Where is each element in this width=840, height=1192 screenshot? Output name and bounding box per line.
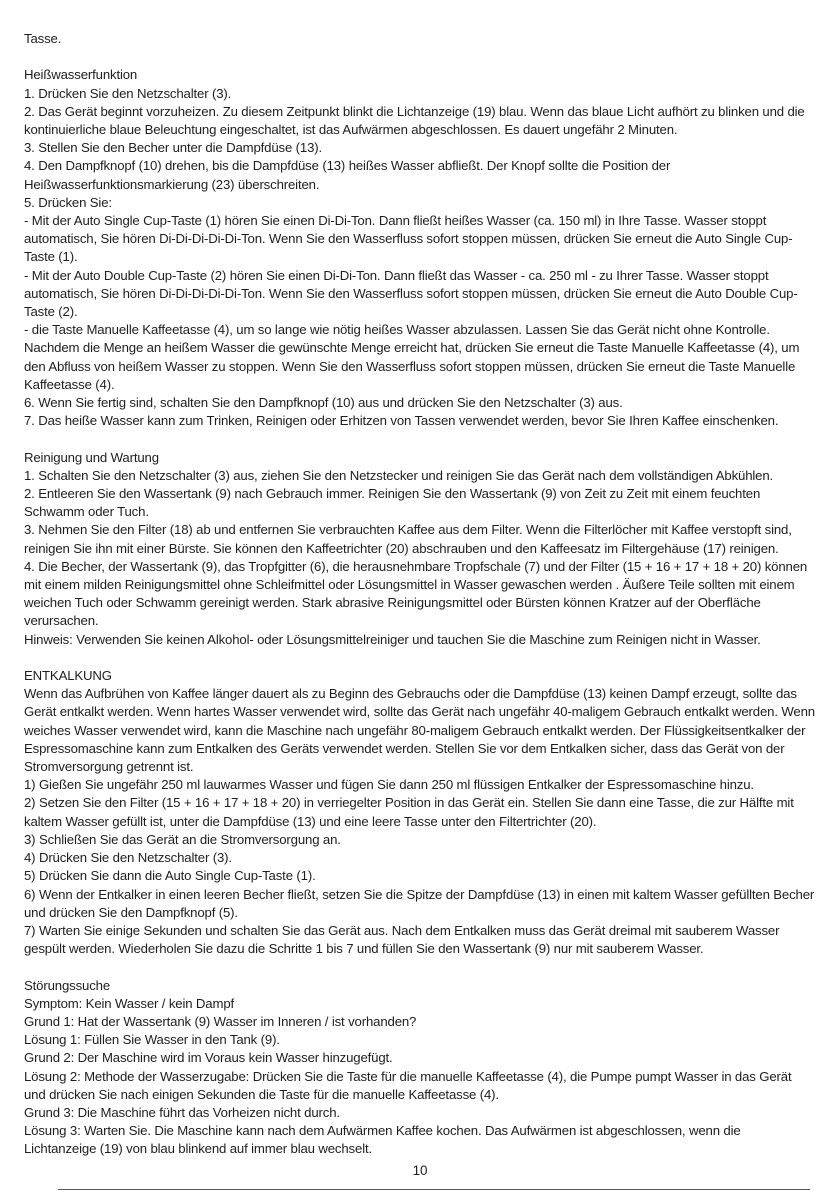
text-line: Grund 2: Der Maschine wird im Voraus kein Wasser hinzugefügt. xyxy=(24,1050,393,1066)
text-line: Reinigung und Wartung xyxy=(24,449,159,465)
text-line: Symptom: Kein Wasser / kein Dampf xyxy=(24,995,235,1011)
text-line: 5. Drücken Sie: xyxy=(24,194,112,210)
text-line: 3) Schließen Sie das Gerät an die Stromversorgung an. xyxy=(24,831,341,847)
text-line: 3. Nehmen Sie den Filter (18) ab und entfernen Sie verbrauchten Kaffee aus dem Filter. Wenn die Filterlöcher mit Kaffee verstopft sind, reinigen Sie ihn mit einer Bürste. Sie können den Kaffeetrichter (20) abschrauben und den Kaffeesatz im Filtergehäuse (17) reinigen. xyxy=(24,522,792,556)
text-line: 2. Das Gerät beginnt vorzuheizen. Zu diesem Zeitpunkt blinkt die Lichtanzeige (19) blau. Wenn das blaue Licht aufhört zu blinken und die kontinuierliche blaue Beleuchtung eingeschaltet, ist das Aufwärmen abgeschlossen. Es dauert ungefähr 2 Minuten. xyxy=(24,103,805,137)
text-line: 2) Setzen Sie den Filter (15 + 16 + 17 + 18 + 20) in verriegelter Position in das Gerät ein. Stellen Sie dann eine Tasse, die zur Hälfte mit kaltem Wasser gefüllt ist, unter die Dampfdüse (13) und eine leere Tasse unter den Filtertrichter (20). xyxy=(24,795,794,829)
text-line: 4) Drücken Sie den Netzschalter (3). xyxy=(24,850,232,866)
text-line: 4. Den Dampfknopf (10) drehen, bis die Dampfdüse (13) heißes Wasser abfließt. Der Knopf sollte die Position der Heißwasserfunktionsmarkierung (23) überschreiten. xyxy=(24,158,671,192)
footer-rule xyxy=(58,1189,810,1190)
text-line: 3. Stellen Sie den Becher unter die Dampfdüse (13). xyxy=(24,140,323,156)
text-line: 4. Die Becher, der Wassertank (9), das Tropfgitter (6), die herausnehmbare Tropfschale (7) und der Filter (15 + 16 + 17 + 18 + 20) können mit einem milden Reinigungsmittel ohne Schleifmittel oder Lösungsmittel in Wasser gewaschen werden . Äußere Teile sollten mit einem weichen Tuch oder Schwamm gereinigt werden. Stark abrasive Reinigungsmittel oder Bürsten können Kratzer auf der Oberfläche verursachen. xyxy=(24,558,808,629)
text-line: 6. Wenn Sie fertig sind, schalten Sie den Dampfknopf (10) aus und drücken Sie den Netzschalter (3) aus. xyxy=(24,395,623,411)
text-line: Wenn das Aufbrühen von Kaffee länger dauert als zu Beginn des Gebrauchs oder die Dampfdüse (13) keinen Dampf erzeugt, sollte das Gerät entkalkt werden. Wenn hartes Wasser verwendet wird, sollte das Gerät nach ungefähr 40-maligem Gebrauch entkalkt werden. Wenn weiches Wasser verwendet wird, kann die Maschine nach ungefähr 80-maligem Gebrauch entkalkt werden. Der Flüssigkeitsentkalker der Espressomaschine kann zum Entkalken des Geräts verwendet werden. Stellen Sie vor dem Entkalken sicher, dass das Gerät von der Stromversorgung getrennt ist. xyxy=(24,686,815,775)
text-line: Tasse. xyxy=(24,31,62,46)
text-line: Grund 1: Hat der Wassertank (9) Wasser im Inneren / ist vorhanden? xyxy=(24,1013,417,1029)
paragraph-spacer xyxy=(24,430,816,448)
text-line: - Mit der Auto Double Cup-Taste (2) hören Sie einen Di-Di-Ton. Dann fließt das Wasser - ca. 250 ml - zu Ihrer Tasse. Wasser stoppt automatisch, Sie hören Di-Di-Di-Di-Di-Ton. Wenn Sie den Wasserfluss sofort stoppen müssen, drücken Sie erneut die Auto Double Cup-Taste (2). xyxy=(24,267,798,320)
text-line: Lösung 1: Füllen Sie Wasser in den Tank (9). xyxy=(24,1032,280,1048)
page-number: 10 xyxy=(412,1163,428,1178)
page-text-body xyxy=(24,30,816,1159)
text-line: Heißwasserfunktion xyxy=(24,67,138,83)
paragraph-spacer xyxy=(24,649,816,667)
text-line: 2. Entleeren Sie den Wassertank (9) nach Gebrauch immer. Reinigen Sie den Wassertank (9) von Zeit zu Zeit mit einem feuchten Schwamm oder Tuch. xyxy=(24,486,761,520)
text-line: 1. Schalten Sie den Netzschalter (3) aus, ziehen Sie den Netzstecker und reinigen Sie das Gerät nach dem vollständigen Abkühlen. xyxy=(24,467,774,483)
text-line: Hinweis: Verwenden Sie keinen Alkohol- oder Lösungsmittelreiniger und tauchen Sie die Maschine zum Reinigen nicht in Wasser. xyxy=(24,631,761,647)
paragraph-spacer xyxy=(24,958,816,976)
text-line: Grund 3: Die Maschine führt das Vorheizen nicht durch. xyxy=(24,1104,340,1120)
text-line: - die Taste Manuelle Kaffeetasse (4), um so lange wie nötig heißes Wasser abzulassen. Lassen Sie das Gerät nicht ohne Kontrolle. Nachdem die Menge an heißem Wasser die gewünschte Menge erreicht hat, drücken Sie erneut die Taste Manuelle Kaffeetasse (4), um den Abfluss von heißem Wasser zu stoppen. Wenn Sie den Wasserfluss sofort stoppen müssen, drücken Sie erneut die Taste Manuelle Kaffeetasse (4). xyxy=(24,322,800,392)
text-line: 1) Gießen Sie ungefähr 250 ml lauwarmes Wasser und fügen Sie dann 250 ml flüssigen Entkalker der Espressomaschine hinzu. xyxy=(24,777,754,793)
text-line: Lösung 3: Warten Sie. Die Maschine kann nach dem Aufwärmen Kaffee kochen. Das Aufwärmen ist abgeschlossen, wenn die Lichtanzeige (19) von blau blinkend auf immer blau wechselt. xyxy=(24,1123,741,1157)
footer-cropped-text xyxy=(0,1188,40,1192)
text-line: 1. Drücken Sie den Netzschalter (3). xyxy=(24,85,232,101)
text-line: ENTKALKUNG xyxy=(24,668,112,684)
text-line: 6) Wenn der Entkalker in einen leeren Becher fließt, setzen Sie die Spitze der Dampfdüse (13) in einen mit kaltem Wasser gefüllten Becher und drücken Sie den Dampfknopf (5). xyxy=(24,886,815,920)
text-line: Störungssuche xyxy=(24,977,111,993)
text-line: Lösung 2: Methode der Wasserzugabe: Drücken Sie die Taste für die manuelle Kaffeetasse (4), die Pumpe pumpt Wasser in das Gerät und drücken Sie nach einigen Sekunden die Taste für die manuelle Kaffeetasse (4). xyxy=(24,1068,792,1102)
paragraph-spacer xyxy=(24,48,816,66)
text-line: 7) Warten Sie einige Sekunden und schalten Sie das Gerät aus. Nach dem Entkalken muss das Gerät dreimal mit sauberem Wasser gespült werden. Wiederholen Sie dazu die Schritte 1 bis 7 und füllen Sie den Wassertank (9) nur mit sauberem Wasser. xyxy=(24,922,780,957)
text-line: 7. Das heiße Wasser kann zum Trinken, Reinigen oder Erhitzen von Tassen verwendet werden, bevor Sie Ihren Kaffee einschenken. xyxy=(24,413,779,429)
text-line: 5) Drücken Sie dann die Auto Single Cup-Taste (1). xyxy=(24,868,316,884)
text-line: - Mit der Auto Single Cup-Taste (1) hören Sie einen Di-Di-Ton. Dann fließt heißes Wasser (ca. 150 ml) in Ihre Tasse. Wasser stoppt automatisch, Sie hören Di-Di-Di-Di-Di-Ton. Wenn Sie den Wasserfluss sofort stoppen müssen, drücken Sie erneut die Auto Single Cup-Taste (1). xyxy=(24,213,793,265)
